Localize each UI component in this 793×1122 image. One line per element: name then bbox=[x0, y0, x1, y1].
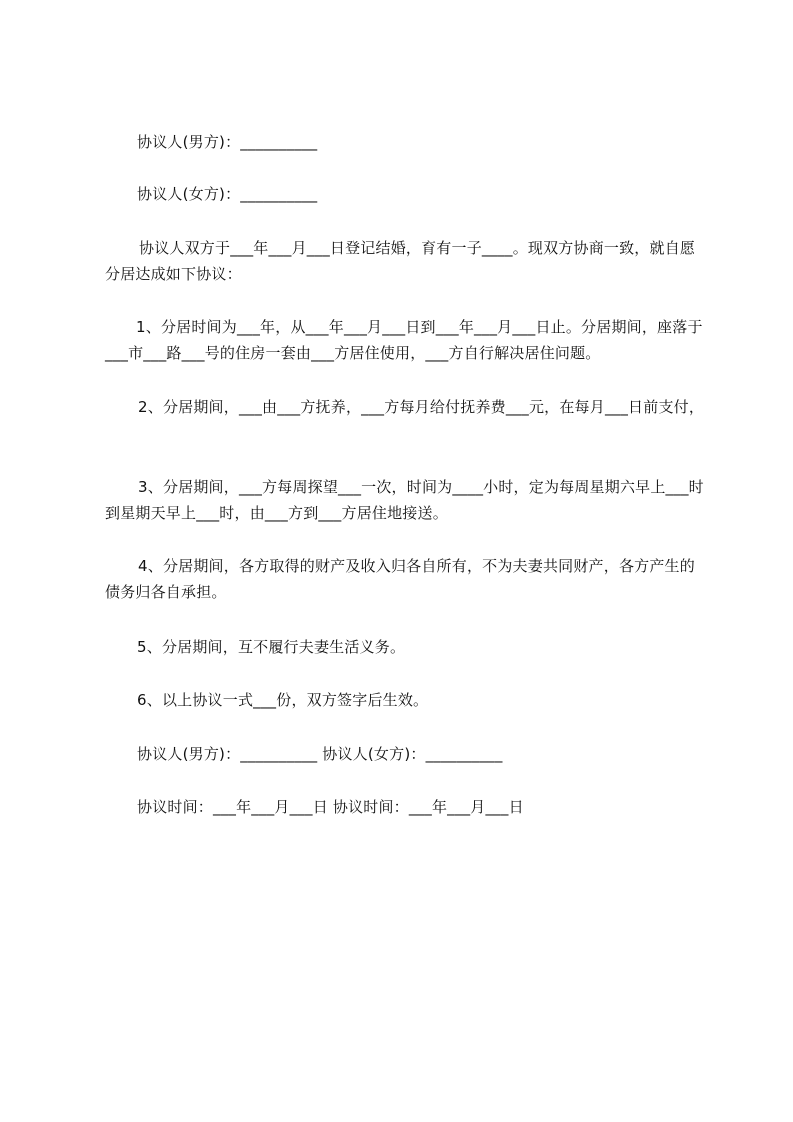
date-line: 协议时间：___年___月___日 协议时间：___年___月___日 bbox=[137, 798, 524, 816]
clause-1: 1、分居时间为___年，从___年___月___日到___年___月___日止。分居期间，座落于___市___路___号的住房一套由___方居住使用，___方自行解决居住问题。 bbox=[105, 318, 703, 362]
intro-paragraph: 协议人双方于___年___月___日登记结婚，育有一子____。现双方协商一致，就自愿分居达成如下协议： bbox=[105, 239, 696, 283]
signature-line: 协议人(男方)：__________ 协议人(女方)：__________ bbox=[137, 745, 503, 763]
clause-3: 3、分居期间，___方每周探望___一次，时间为____小时，定为每周星期六早上___时到星期天早上___时，由___方到___方居住地接送。 bbox=[105, 478, 704, 522]
clause-4: 4、分居期间，各方取得的财产及收入归各自所有，不为夫妻共同财产，各方产生的债务归各自承担。 bbox=[105, 557, 695, 601]
clause-2: 2、分居期间，___由___方抚养，___方每月给付抚养费___元，在每月___日前支付， bbox=[138, 398, 705, 416]
female-party-line: 协议人(女方)：__________ bbox=[137, 185, 318, 203]
clause-5: 5、分居期间，互不履行夫妻生活义务。 bbox=[137, 638, 406, 656]
male-party-line: 协议人(男方)：__________ bbox=[137, 133, 318, 151]
clause-6: 6、以上协议一式___份，双方签字后生效。 bbox=[137, 691, 429, 709]
